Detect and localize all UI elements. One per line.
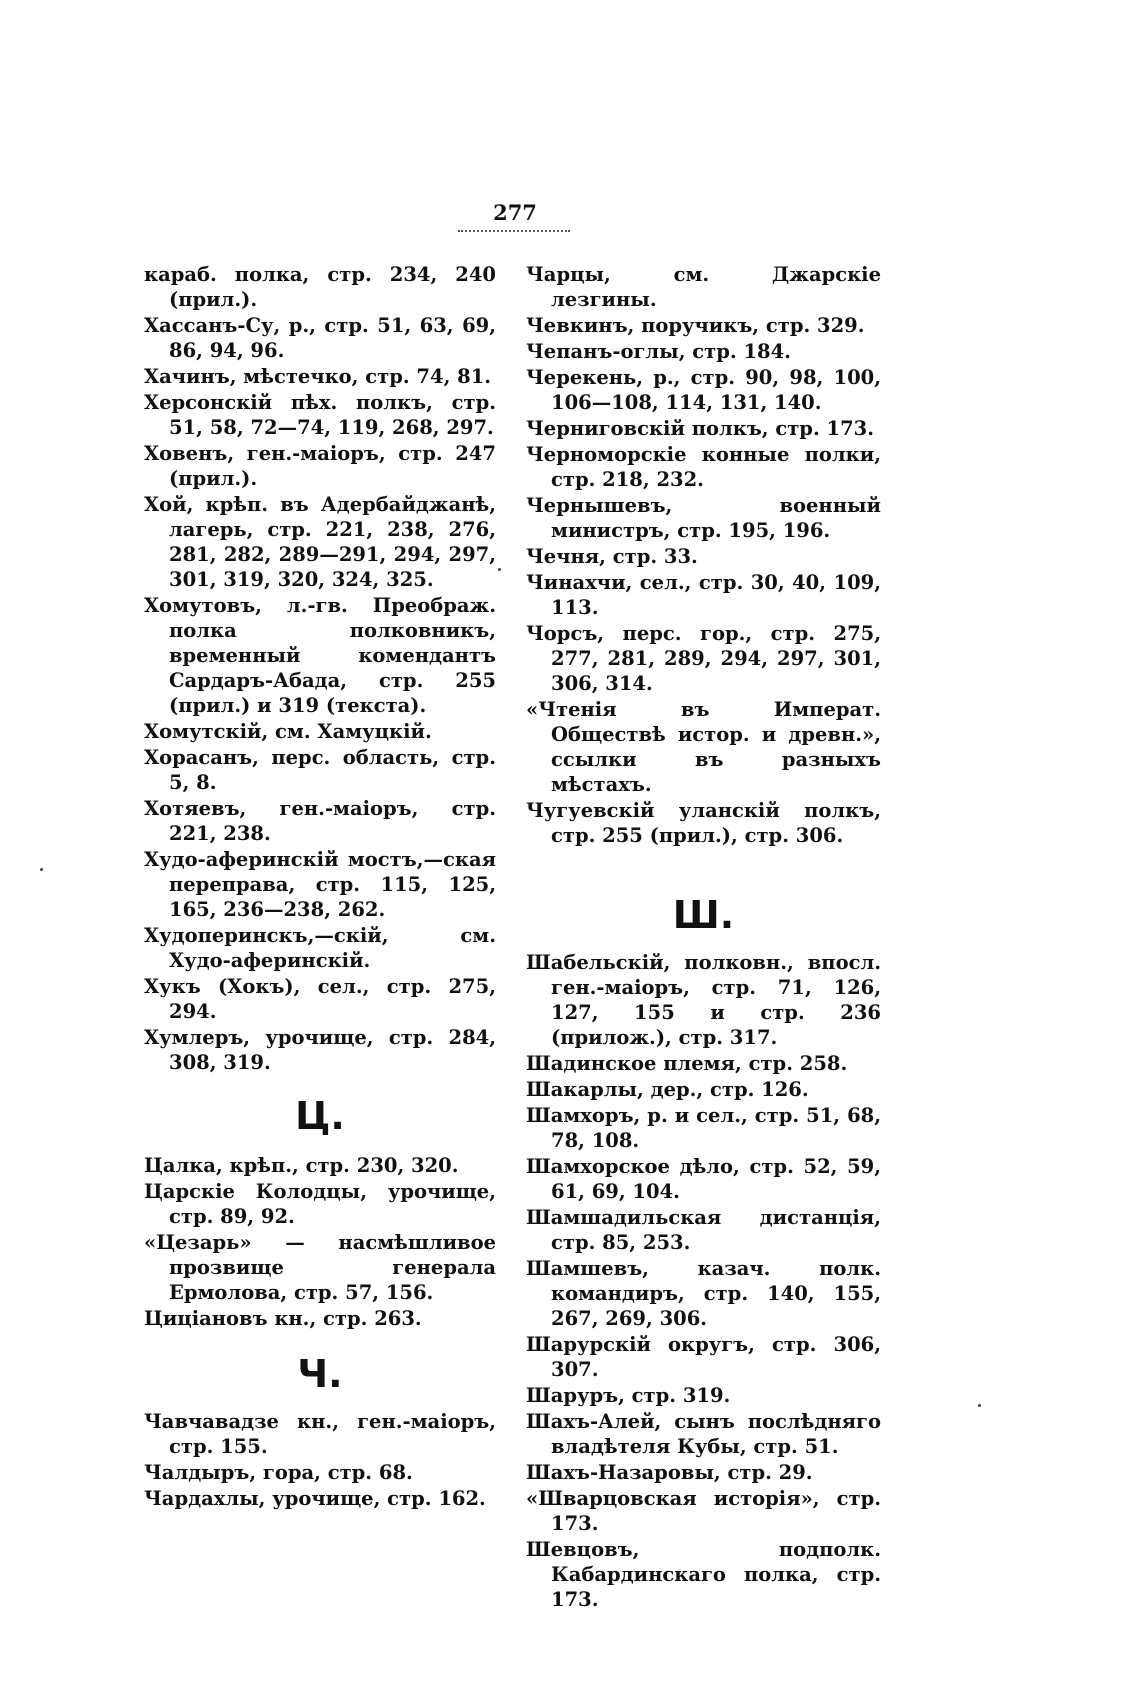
index-entry: Шадинское племя, стр. 258. [526, 1052, 848, 1075]
group-ch-continued [526, 262, 881, 848]
index-entry: Хотяевъ, ген.-маіоръ, стр. 221, 238. [144, 797, 496, 845]
index-entry: Чорсъ, перс. гор., стр. 275, 277, 281, 289, 294, 297, 301, 306, 314. [526, 622, 881, 695]
index-entry: Хачинъ, мѣстечко, стр. 74, 81. [144, 365, 492, 388]
index-entry: Ховенъ, ген.-маіоръ, стр. 247 (прил.). [144, 442, 496, 490]
index-entry: Шабельскій, полковн., впосл. ген.-маіоръ, стр. 71, 126, 127, 155 и стр. 236 (прилож.), стр. 317. [526, 951, 881, 1049]
index-entry: Хомутовъ, л.-гв. Преображ. полка полковникъ, временный комендантъ Сардаръ-Абада, стр. 255 (прил.) и 319 (текста). [144, 594, 496, 717]
index-entry: Шахъ-Назаровы, стр. 29. [526, 1461, 813, 1484]
index-entry: Худо-аферинскій мостъ,—ская переправа, стр. 115, 125, 165, 236—238, 262. [144, 848, 496, 921]
index-entry: Шамшевъ, казач. полк. командиръ, стр. 140, 155, 267, 269, 306. [526, 1257, 881, 1330]
index-entry: Чернышевъ, военный министръ, стр. 195, 196. [526, 494, 881, 542]
index-entry: Чинахчи, сел., стр. 30, 40, 109, 113. [526, 571, 881, 619]
index-entry: Чепанъ-оглы, стр. 184. [526, 340, 791, 363]
print-speck [498, 568, 501, 571]
index-entry: «Цезарь» — насмѣшливое прозвище генерала Ермолова, стр. 57, 156. [144, 1231, 496, 1304]
index-entry: Шаруръ, стр. 319. [526, 1384, 731, 1407]
print-speck [40, 868, 43, 871]
index-entry: Чавчавадзе кн., ген.-маіоръ, стр. 155. [144, 1410, 496, 1458]
index-entry: Чевкинъ, поручикъ, стр. 329. [526, 314, 865, 337]
index-entry: Хой, крѣп. въ Адербайджанѣ, лагерь, стр. 221, 238, 276, 281, 282, 289—291, 294, 297, 301, 319, 320, 324, 325. [144, 493, 496, 591]
page-number: 277 [493, 200, 537, 225]
left-column [144, 262, 496, 1512]
index-entry: Хукъ (Хокъ), сел., стр. 275, 294. [144, 975, 496, 1023]
index-entry: Цицiановъ кн., стр. 263. [144, 1307, 422, 1330]
index-entry: Шамхорское дѣло, стр. 52, 59, 61, 69, 104. [526, 1155, 881, 1203]
index-entry: Чугуевскій уланскій полкъ, стр. 255 (прил.), стр. 306. [526, 799, 881, 847]
index-entry: Чечня, стр. 33. [526, 545, 698, 568]
index-entry: Царскіе Колодцы, урочище, стр. 89, 92. [144, 1180, 496, 1228]
index-entry: Черниговскій полкъ, стр. 173. [526, 417, 875, 440]
index-entry: Шамшадильская дистанція, стр. 85, 253. [526, 1206, 881, 1254]
index-entry: «Шварцовская исторія», стр. 173. [526, 1487, 881, 1535]
section-letter-sh: Ш. [672, 893, 735, 937]
group-ch [144, 1409, 496, 1511]
right-column [526, 262, 881, 1613]
index-entry: Худоперинскъ,—скій, см. Худо-аферинскій. [144, 924, 496, 972]
index-entry: Чарцы, см. Джарскіе лезгины. [526, 263, 881, 311]
index-entry: Чалдыръ, гора, стр. 68. [144, 1461, 413, 1484]
group-ts [144, 1153, 496, 1331]
index-entry: Шахъ-Алей, сынъ послѣдняго владѣтеля Кубы, стр. 51. [526, 1410, 881, 1458]
index-entry: «Чтенія въ Императ. Обществѣ истор. и древн.», ссылки въ разныхъ мѣстахъ. [526, 698, 881, 796]
index-entry: Цалка, крѣп., стр. 230, 320. [144, 1154, 459, 1177]
index-entry: Шарурскій округъ, стр. 306, 307. [526, 1333, 881, 1381]
index-entry: караб. полка, стр. 234, 240 (прил.). [144, 263, 496, 311]
group-kh [144, 262, 496, 1075]
index-entry: Хумлеръ, урочище, стр. 284, 308, 319. [144, 1026, 496, 1074]
section-letter-ts: Ц. [295, 1094, 345, 1138]
index-entry: Шакарлы, дер., стр. 126. [526, 1078, 809, 1101]
index-entry: Черноморскіе конные полки, стр. 218, 232. [526, 443, 881, 491]
index-entry: Чардахлы, урочище, стр. 162. [144, 1487, 486, 1510]
index-entry: Херсонскій пѣх. полкъ, стр. 51, 58, 72—74, 119, 268, 297. [144, 391, 496, 439]
print-speck [978, 1404, 981, 1407]
index-entry: Хорасанъ, перс. область, стр. 5, 8. [144, 746, 496, 794]
index-entry: Хомутскій, см. Хамуцкій. [144, 720, 432, 743]
group-sh [526, 950, 881, 1612]
index-entry: Черекень, р., стр. 90, 98, 100, 106—108, 114, 131, 140. [526, 366, 881, 414]
header-rule [458, 230, 570, 232]
index-entry: Шевцовъ, подполк. Кабардинскаго полка, стр. 173. [526, 1538, 881, 1611]
index-entry: Шамхоръ, р. и сел., стр. 51, 68, 78, 108. [526, 1104, 881, 1152]
section-letter-ch: Ч. [297, 1352, 343, 1396]
index-entry: Хассанъ-Су, р., стр. 51, 63, 69, 86, 94, 96. [144, 314, 496, 362]
